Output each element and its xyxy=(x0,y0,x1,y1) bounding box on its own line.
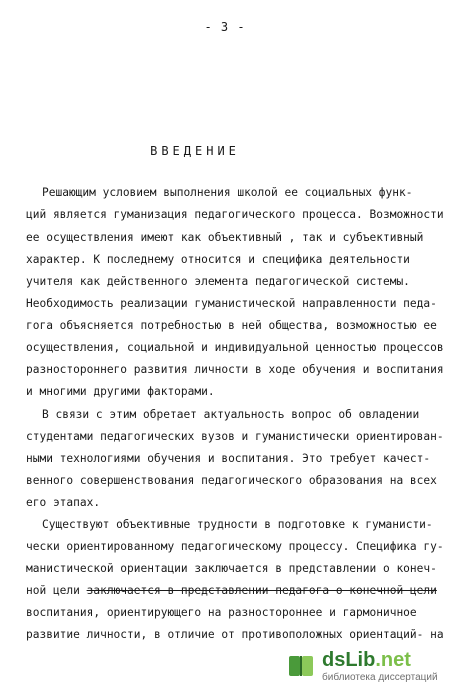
text-segment: ной цели xyxy=(26,584,87,597)
page-number: - 3 - xyxy=(204,20,246,34)
book-icon xyxy=(286,651,316,681)
text-line: Существуют объективные трудности в подготовке к гуманисти- xyxy=(42,518,433,531)
text-line: ными технологиями обучения и воспитания. Это требует качест- xyxy=(26,452,431,465)
text-line: характер. К последнему относится и специфика деятельности xyxy=(26,253,410,266)
dslib-watermark[interactable] xyxy=(286,649,436,687)
section-heading: ВВЕДЕНИЕ xyxy=(150,144,240,158)
text-line: В связи с этим обретает актуальность вопрос об овладении xyxy=(42,408,420,421)
text-line: Необходимость реализации гуманистической направленности педа- xyxy=(26,297,437,310)
text-line: ций является гуманизация педагогического процесса. Возможности xyxy=(26,208,444,221)
text-line: учителя как действенного элемента педагогической системы. xyxy=(26,275,410,288)
text-line: воспитания, ориентирующего на разностороннее и гармоничное xyxy=(26,606,417,619)
text-line: Решающим условием выполнения школой ее социальных функ- xyxy=(42,186,413,199)
text-line: манистической ориентации заключается в представлении о конеч- xyxy=(26,562,437,575)
logo-name xyxy=(322,649,411,672)
struck-through-text: заключается в представлении педагога о конечной цели xyxy=(86,584,437,597)
text-line: и многими другими факторами. xyxy=(26,385,215,398)
text-line: гога объясняется потребностью в ней общества, возможностью ее xyxy=(26,319,437,332)
text-line: развитие личности, в отличие от противоположных ориентаций- на xyxy=(26,628,444,641)
logo-tld: .net xyxy=(375,649,411,671)
text-line: чески ориентированному педагогическому процессу. Специфика гу- xyxy=(26,540,444,553)
text-line xyxy=(26,584,437,597)
text-line: осуществления, социальной и индивидуальной ценностью процессов xyxy=(26,341,444,354)
text-line: разностороннего развития личности в ходе обучения и воспитания xyxy=(26,363,444,376)
text-line: ее осуществления имеют как объективный , так и субъективный xyxy=(26,231,424,244)
text-line: студентами педагогических вузов и гуманистически ориентирован- xyxy=(26,430,444,443)
logo-name-text: dsLib xyxy=(322,649,376,671)
logo-subtitle: библиотека диссертаций xyxy=(322,672,438,683)
text-line: венного совершенствования педагогического образования на всех xyxy=(26,474,437,487)
text-line: его этапах. xyxy=(26,496,101,509)
